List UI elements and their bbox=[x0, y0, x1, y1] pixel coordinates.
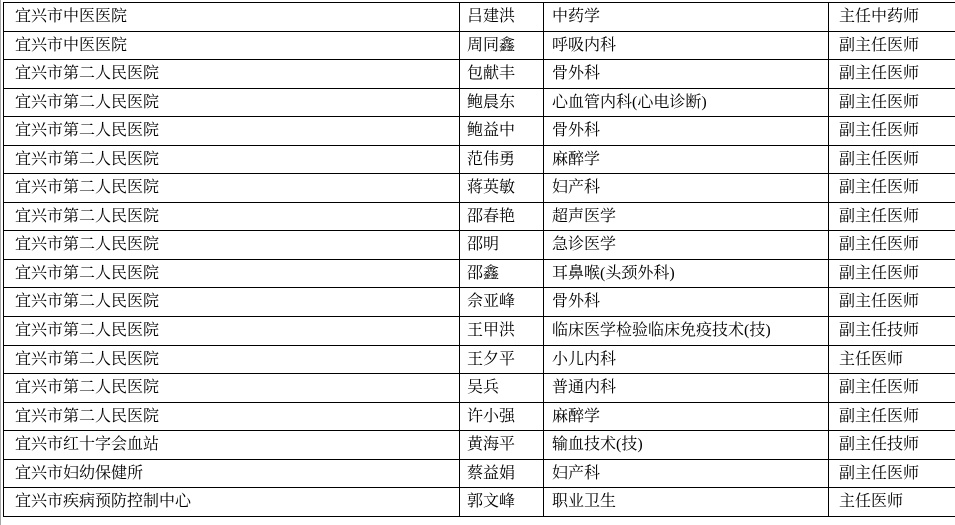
table-row bbox=[4, 317, 955, 346]
cell-person-name: 郭文峰 bbox=[460, 488, 544, 517]
cell-specialty: 职业卫生 bbox=[544, 488, 829, 517]
table-row bbox=[4, 259, 955, 288]
cell-person-name: 鲍晨东 bbox=[460, 88, 544, 117]
cell-professional-title: 副主任医师 bbox=[829, 145, 955, 174]
cell-professional-title: 主任医师 bbox=[829, 345, 955, 374]
cell-specialty: 临床医学检验临床免疫技术(技) bbox=[544, 317, 829, 346]
cell-person-name: 邵明 bbox=[460, 231, 544, 260]
cell-person-name: 吕建洪 bbox=[460, 3, 544, 32]
personnel-table bbox=[3, 2, 955, 517]
table-row bbox=[4, 459, 955, 488]
cell-specialty: 中药学 bbox=[544, 3, 829, 32]
table-row bbox=[4, 60, 955, 89]
cell-specialty: 麻醉学 bbox=[544, 402, 829, 431]
cell-specialty: 骨外科 bbox=[544, 288, 829, 317]
cell-hospital: 宜兴市妇幼保健所 bbox=[4, 459, 460, 488]
cell-professional-title: 主任中药师 bbox=[829, 3, 955, 32]
cell-specialty: 普通内科 bbox=[544, 374, 829, 403]
cell-person-name: 蔡益娟 bbox=[460, 459, 544, 488]
table-row bbox=[4, 117, 955, 146]
table-row bbox=[4, 31, 955, 60]
cell-professional-title: 主任医师 bbox=[829, 488, 955, 517]
cell-hospital: 宜兴市第二人民医院 bbox=[4, 345, 460, 374]
cell-person-name: 周同鑫 bbox=[460, 31, 544, 60]
table-row bbox=[4, 345, 955, 374]
cell-hospital: 宜兴市第二人民医院 bbox=[4, 145, 460, 174]
cell-professional-title: 副主任医师 bbox=[829, 31, 955, 60]
cell-specialty: 小儿内科 bbox=[544, 345, 829, 374]
cell-specialty: 耳鼻喉(头颈外科) bbox=[544, 259, 829, 288]
cell-hospital: 宜兴市第二人民医院 bbox=[4, 259, 460, 288]
table-row bbox=[4, 402, 955, 431]
cell-person-name: 佘亚峰 bbox=[460, 288, 544, 317]
cell-person-name: 蒋英敏 bbox=[460, 174, 544, 203]
cell-hospital: 宜兴市中医医院 bbox=[4, 31, 460, 60]
cell-hospital: 宜兴市第二人民医院 bbox=[4, 174, 460, 203]
cell-person-name: 许小强 bbox=[460, 402, 544, 431]
cell-person-name: 邵鑫 bbox=[460, 259, 544, 288]
cell-person-name: 王夕平 bbox=[460, 345, 544, 374]
cell-specialty: 骨外科 bbox=[544, 60, 829, 89]
table-row bbox=[4, 202, 955, 231]
cell-professional-title: 副主任医师 bbox=[829, 60, 955, 89]
table-row bbox=[4, 231, 955, 260]
cell-professional-title: 副主任医师 bbox=[829, 88, 955, 117]
personnel-table-body bbox=[4, 3, 955, 517]
cell-specialty: 妇产科 bbox=[544, 174, 829, 203]
cell-person-name: 黄海平 bbox=[460, 431, 544, 460]
cell-hospital: 宜兴市第二人民医院 bbox=[4, 402, 460, 431]
cell-hospital: 宜兴市第二人民医院 bbox=[4, 317, 460, 346]
cell-specialty: 骨外科 bbox=[544, 117, 829, 146]
cell-hospital: 宜兴市第二人民医院 bbox=[4, 231, 460, 260]
cell-professional-title: 副主任医师 bbox=[829, 231, 955, 260]
cell-professional-title: 副主任医师 bbox=[829, 259, 955, 288]
cell-professional-title: 副主任医师 bbox=[829, 374, 955, 403]
cell-professional-title: 副主任医师 bbox=[829, 202, 955, 231]
cell-hospital: 宜兴市疾病预防控制中心 bbox=[4, 488, 460, 517]
cell-person-name: 鲍益中 bbox=[460, 117, 544, 146]
cell-professional-title: 副主任医师 bbox=[829, 288, 955, 317]
cell-hospital: 宜兴市第二人民医院 bbox=[4, 374, 460, 403]
cell-hospital: 宜兴市红十字会血站 bbox=[4, 431, 460, 460]
cell-professional-title: 副主任医师 bbox=[829, 117, 955, 146]
table-row bbox=[4, 288, 955, 317]
table-row bbox=[4, 3, 955, 32]
table-row bbox=[4, 431, 955, 460]
cell-professional-title: 副主任技师 bbox=[829, 317, 955, 346]
cell-specialty: 输血技术(技) bbox=[544, 431, 829, 460]
cell-professional-title: 副主任医师 bbox=[829, 402, 955, 431]
cell-person-name: 邵春艳 bbox=[460, 202, 544, 231]
cell-specialty: 超声医学 bbox=[544, 202, 829, 231]
table-row bbox=[4, 374, 955, 403]
cell-professional-title: 副主任技师 bbox=[829, 431, 955, 460]
cell-specialty: 心血管内科(心电诊断) bbox=[544, 88, 829, 117]
cell-hospital: 宜兴市第二人民医院 bbox=[4, 88, 460, 117]
cell-specialty: 麻醉学 bbox=[544, 145, 829, 174]
page-edge-line bbox=[0, 0, 1, 525]
cell-person-name: 范伟勇 bbox=[460, 145, 544, 174]
cell-hospital: 宜兴市第二人民医院 bbox=[4, 202, 460, 231]
cell-specialty: 呼吸内科 bbox=[544, 31, 829, 60]
cell-specialty: 妇产科 bbox=[544, 459, 829, 488]
cell-hospital: 宜兴市第二人民医院 bbox=[4, 117, 460, 146]
table-row bbox=[4, 488, 955, 517]
cell-professional-title: 副主任医师 bbox=[829, 174, 955, 203]
table-row bbox=[4, 145, 955, 174]
cell-hospital: 宜兴市第二人民医院 bbox=[4, 60, 460, 89]
cell-hospital: 宜兴市第二人民医院 bbox=[4, 288, 460, 317]
cell-person-name: 包献丰 bbox=[460, 60, 544, 89]
cell-person-name: 吴兵 bbox=[460, 374, 544, 403]
table-row bbox=[4, 174, 955, 203]
cell-hospital: 宜兴市中医医院 bbox=[4, 3, 460, 32]
table-row bbox=[4, 88, 955, 117]
cell-person-name: 王甲洪 bbox=[460, 317, 544, 346]
cell-specialty: 急诊医学 bbox=[544, 231, 829, 260]
cell-professional-title: 副主任医师 bbox=[829, 459, 955, 488]
